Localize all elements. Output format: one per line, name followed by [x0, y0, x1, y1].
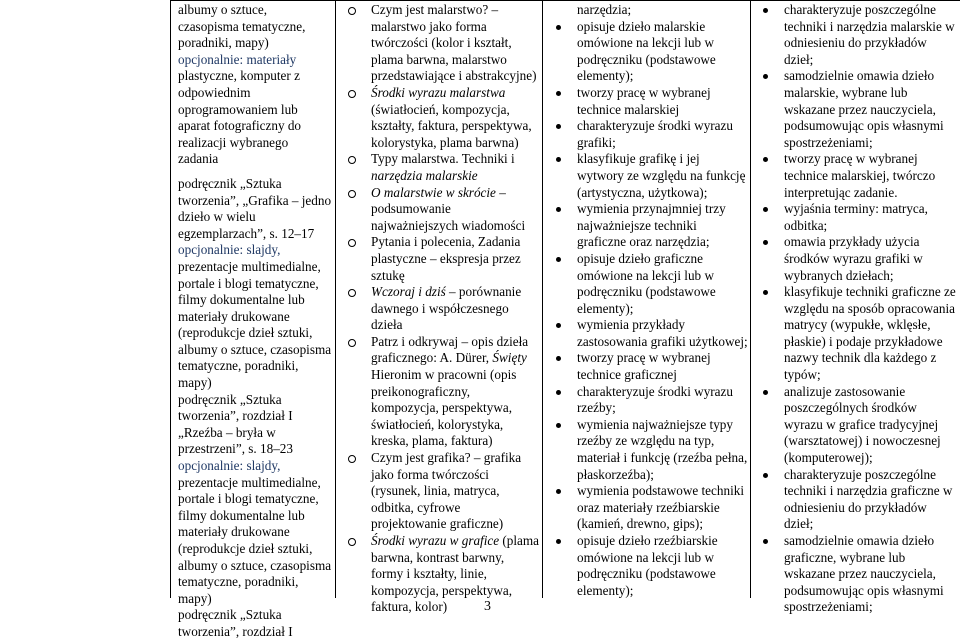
- page-number: 3: [484, 599, 491, 614]
- text-line: egzemplarzach”, s. 12–17: [178, 225, 315, 241]
- list-item: Czym jest grafika? – grafika jako forma twórczości (rysunek, linia, matryca, odbitka, cyfrowe projektowanie graficzne): [343, 450, 539, 533]
- list-item: tworzy pracę w wybranej technice malarskiej: [550, 85, 748, 118]
- text-line: oprogramowaniem lub: [178, 101, 298, 117]
- text-line: prezentacje multimedialne,: [178, 258, 321, 274]
- list-item: charakteryzuje poszczególne techniki i narzędzia malarskie w odniesieniu do przykładów dzieł;: [757, 2, 957, 68]
- text-line: realizacji wybranego: [178, 134, 289, 150]
- list-item: tworzy pracę w wybranej technice graficznej: [550, 350, 748, 383]
- text-line: „Rzeźba – bryła w: [178, 424, 276, 440]
- text-line: poradniki, mapy): [178, 35, 269, 51]
- text-line: prezentacje multimedialne,: [178, 474, 321, 490]
- text-line: opcjonalnie: slajdy,: [178, 242, 281, 258]
- table-top-border: [170, 0, 960, 1]
- text-line: odpowiednim: [178, 84, 251, 100]
- list-item: Typy malarstwa. Techniki i narzędzia malarskie: [343, 151, 539, 184]
- basic-requirements-column: [550, 2, 748, 598]
- text-line: portale i blogi tematyczne,: [178, 275, 319, 291]
- list-item: O malarstwie w skrócie – podsumowanie najważniejszych wiadomości: [343, 185, 539, 235]
- list-item: charakteryzuje środki wyrazu grafiki;: [550, 118, 748, 151]
- text-line: filmy dokumentalne lub: [178, 507, 305, 523]
- list-item: Pytania i polecenia, Zadania plastyczne – ekspresja przez sztukę: [343, 234, 539, 284]
- list-item: Wczoraj i dziś – porównanie dawnego i współczesnego dzieła: [343, 284, 539, 334]
- list-item: omawia przykłady użycia środków wyrazu grafiki w wybranych dziełach;: [757, 234, 957, 284]
- list-item: charakteryzuje środki wyrazu rzeźby;: [550, 384, 748, 417]
- list-item: wymienia przynajmniej trzy najważniejsze techniki graficzne oraz narzędzia;: [550, 201, 748, 251]
- text-line: podręcznik „Sztuka: [178, 175, 282, 191]
- text-line: mapy): [178, 375, 212, 391]
- column-divider: [750, 0, 751, 598]
- list-item: wymienia przykłady zastosowania grafiki użytkowej;: [550, 317, 748, 350]
- text-line: czasopisma tematyczne,: [178, 18, 306, 34]
- text-line: tworzenia”, „Grafika – jedno: [178, 192, 332, 208]
- text-line: (reprodukcje dzieł sztuki,: [178, 325, 313, 341]
- text-line: podręcznik „Sztuka: [178, 607, 282, 623]
- list-item: Środki wyrazu malarstwa (światłocień, kompozycja, kształty, faktura, perspektywa, kolorystyka, plama barwna): [343, 85, 539, 151]
- text-line: opcjonalnie: slajdy,: [178, 458, 281, 474]
- list-item: opisuje dzieło graficzne omówione na lekcji lub w podręczniku (podstawowe elementy);: [550, 251, 748, 317]
- list-item: wymienia najważniejsze typy rzeźby ze względu na typ, materiał i funkcję (rzeźba pełna, płaskorzeźba);: [550, 417, 748, 483]
- text-line: plastyczne, komputer z: [178, 68, 300, 84]
- list-item: tworzy pracę w wybranej technice malarskiej, twórczo interpretując zadanie.: [757, 151, 957, 201]
- list-item: klasyfikuje grafikę i jej wytwory ze względu na funkcję (artystyczna, użytkowa);: [550, 151, 748, 201]
- text-line: materiały drukowane: [178, 308, 290, 324]
- text-line: aparat fotograficzny do: [178, 118, 302, 134]
- column-divider: [542, 0, 543, 598]
- list-item: klasyfikuje techniki graficzne ze względu na sposób opracowania matrycy (wypukłe, wklęsłe, płaskie) i podaje przykładowe nazwy technik dla każdego z typów;: [757, 284, 957, 384]
- extended-requirements-column: [757, 2, 957, 615]
- text-line: opcjonalnie: materiały: [178, 51, 297, 67]
- text-line: narzędzia;: [577, 2, 632, 17]
- list-item: wymienia podstawowe techniki oraz materiały rzeźbiarskie (kamień, drewno, gips);: [550, 483, 748, 533]
- teaching-materials-column: [178, 2, 334, 639]
- list-item: opisuje dzieło malarskie omówione na lekcji lub w podręczniku (podstawowe elementy);: [550, 19, 748, 85]
- list-item: samodzielnie omawia dzieło malarskie, wybrane lub wskazane przez nauczyciela, podsumowując opis własnymi spostrzeżeniami;: [757, 68, 957, 151]
- text-line: albumy o sztuce, czasopisma: [178, 557, 332, 573]
- column-divider: [170, 0, 171, 598]
- text-line: (reprodukcje dzieł sztuki,: [178, 541, 313, 556]
- list-item: opisuje dzieło rzeźbiarskie omówione na lekcji lub w podręczniku (podstawowe elementy);: [550, 533, 748, 599]
- list-item: charakteryzuje poszczególne techniki i narzędzia graficzne w odniesieniu do przykładów dzieł;: [757, 467, 957, 533]
- text-line: albumy o sztuce,: [178, 2, 267, 17]
- list-item: Patrz i odkrywaj – opis dzieła graficznego: A. Dürer, Święty Hieronim w pracowni (opis preikonograficzny, kompozycja, perspektywa, światłocień, kolorystyka, kreska, plama, faktura): [343, 334, 539, 450]
- text-line: przestrzeni”, s. 18–23: [178, 441, 293, 457]
- lesson-topics-column: [343, 2, 540, 615]
- text-line: dzieło w wielu: [178, 209, 256, 225]
- list-item: Czym jest malarstwo? – malarstwo jako forma twórczości (kolor i kształt, plama barwna, malarstwo przedstawiające i abstrakcyjne): [343, 2, 539, 85]
- list-item: analizuje zastosowanie poszczególnych środków wyrazu w grafice tradycyjnej (warsztatowej) i nowoczesnej (komputerowej);: [757, 384, 957, 467]
- text-line: tematyczne, poradniki,: [178, 358, 299, 374]
- text-line: portale i blogi tematyczne,: [178, 491, 319, 507]
- text-line: tematyczne, poradniki,: [178, 574, 299, 590]
- list-item: samodzielnie omawia dzieło graficzne, wybrane lub wskazane przez nauczyciela, podsumowując opis własnymi spostrzeżeniami;: [757, 533, 957, 616]
- text-line: tworzenia”, rozdział I: [178, 623, 293, 639]
- list-item: Środki wyrazu w grafice (plama barwna, kontrast barwny, formy i kształty, linie, kompozycja, perspektywa, faktura, kolor): [343, 533, 539, 616]
- column-divider: [335, 0, 336, 598]
- text-line: podręcznik „Sztuka: [178, 391, 282, 407]
- text-line: filmy dokumentalne lub: [178, 292, 305, 308]
- text-line: materiały drukowane: [178, 524, 290, 540]
- text-line: zadania: [178, 151, 219, 167]
- list-item: wyjaśnia terminy: matryca, odbitka;: [757, 201, 957, 234]
- text-line: albumy o sztuce, czasopisma: [178, 341, 332, 357]
- text-line: mapy): [178, 590, 212, 606]
- text-line: tworzenia”, rozdział I: [178, 408, 293, 424]
